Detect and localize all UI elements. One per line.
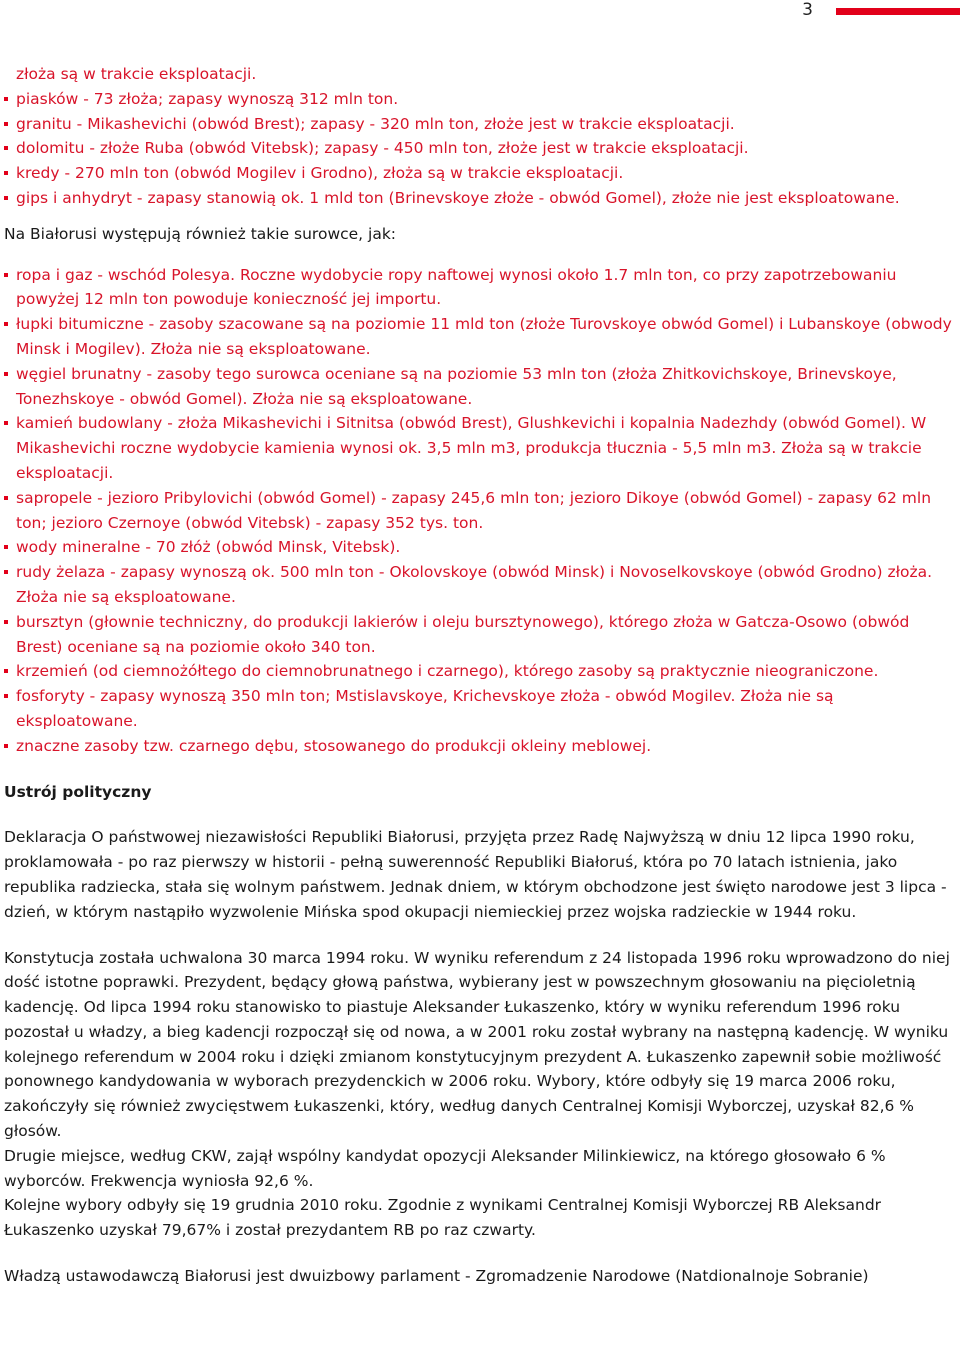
section-heading: Ustrój polityczny [4, 782, 152, 801]
list-item: kredy - 270 mln ton (obwód Mogilev i Grodno), złoża są w trakcie eksploatacji. [4, 161, 956, 186]
resources-intro: Na Białorusi występują również takie surowce, jak: [4, 224, 397, 243]
list-item: znaczne zasoby tzw. czarnego dębu, stosowanego do produkcji okleiny meblowej. [4, 734, 956, 759]
list-item: piasków - 73 złoża; zapasy wynoszą 312 mln ton. [4, 87, 956, 112]
list-item: sapropele - jezioro Pribylovichi (obwód Gomel) - zapasy 245,6 mln ton; jezioro Dikoye (obwód Gomel) - zapasy 62 mln ton; jezioro Czernoye (obwód Vitebsk) - zapasy 352 tys. ton. [4, 486, 956, 536]
paragraph-declaration: Deklaracja O państwowej niezawisłości Republiki Białorusi, przyjęta przez Radę Najwyższą w dniu 12 lipca 1990 roku, proklamowała - po raz pierwszy w historii - pełną suwerenność Republiki Białoruś, która po 70 latach istnienia, jako republika radziecka, stała się wolnym państwem. Jednak dniem, w którym obchodzone jest święto narodowe jest 3 lipca - dzień, w którym nastąpiło wyzwolenie Mińska spod okupacji niemieckiej przez wojska radzieckie w 1944 roku. [4, 828, 947, 921]
list-item: granitu - Mikashevichi (obwód Brest); zapasy - 320 mln ton, złoże jest w trakcie eksploatacji. [4, 112, 956, 137]
header-accent-bar [836, 8, 960, 15]
list-item: wody mineralne - 70 złóż (obwód Minsk, Vitebsk). [4, 535, 956, 560]
list-item: ropa i gaz - wschód Polesya. Roczne wydobycie ropy naftowej wynosi około 1.7 mln ton, co przy zapotrzebowaniu powyżej 12 mln ton powoduje konieczność jej importu. [4, 263, 956, 313]
list-item: krzemień (od ciemnożółtego do ciemnobrunatnego i czarnego), którego zasoby są praktycznie nieograniczone. [4, 659, 956, 684]
list-item: fosforyty - zapasy wynoszą 350 mln ton; Mstislavskoye, Krichevskoye złoża - obwód Mogilev. Złoża nie są eksploatowane. [4, 684, 956, 734]
paragraph-parliament: Władzą ustawodawczą Białorusi jest dwuizbowy parlament - Zgromadzenie Narodowe (Natdionalnoje Sobranie) [4, 1267, 869, 1286]
list-item: węgiel brunatny - zasoby tego surowca oceniane są na poziomie 53 mln ton (złoża Zhitkovichskoye, Brinevskoye, Tonezhskoye - obwód Gomel). Złoża nie są eksploatowane. [4, 362, 956, 412]
list-item: rudy żelaza - zapasy wynoszą ok. 500 mln ton - Okolovskoye (obwód Minsk) i Novoselkovskoye (obwód Grodno) złoża. Złoża nie są eksploatowane. [4, 560, 956, 610]
paragraph-2010-elections: Kolejne wybory odbyły się 19 grudnia 2010 roku. Zgodnie z wynikami Centralnej Komisji Wyborczej RB Aleksandr Łukaszenko uzyskał 79,67% i został prezydantem RB po raz czwarty. [4, 1196, 882, 1240]
list-item: kamień budowlany - złoża Mikashevichi i Sitnitsa (obwód Brest), Glushkevichi i kopalnia Nadezhdy (obwód Gomel). W Mikashevichi roczne wydobycie kamienia wynosi ok. 3,5 mln m3, produkcja tłucznia - 5,5 mln m3. Złoża są w trakcie eksploatacji. [4, 411, 956, 485]
page-number: 3 [802, 0, 813, 20]
list-item: gips i anhydryt - zapasy stanowią ok. 1 mld ton (Brinevskoye złoże - obwód Gomel), złoże nie jest eksploatowane. [4, 186, 956, 211]
paragraph-constitution: Konstytucja została uchwalona 30 marca 1994 roku. W wyniku referendum z 24 listopada 1996 roku wprowadzono do niej dość istotne poprawki. Prezydent, będący głową państwa, wybierany jest w powszechnym głosowaniu na pięcioletnią kadencję. Od lipca 1994 roku stanowisko to piastuje Aleksander Łukaszenko, który w wyniku referendum 1996 roku pozostał u władzy, a bieg kadencji rozpoczął się od nowa, a w 2001 roku został wybrany na następną kadencję. W wyniku kolejnego referendum w 2004 roku i dzięki zmianom konstytucyjnym prezydent A. Łukaszenko zapewnił sobie możliwość ponownego kandydowania w wyborach prezydenckich w 2006 roku. Wybory, które odbyły się 19 marca 2006 roku, zakończyły się również zwycięstwem Łukaszenki, który, według danych Centralnej Komisji Wyborczej, uzyskał 82,6 % głosów. [4, 948, 950, 1141]
list-item: dolomitu - złoże Ruba (obwód Vitebsk); zapasy - 450 mln ton, złoże jest w trakcie eksploatacji. [4, 136, 956, 161]
resources-list [4, 263, 956, 759]
list-item: bursztyn (głownie techniczny, do produkcji lakierów i oleju bursztynowego), którego złoża w Gatcza-Osowo (obwód Brest) oceniane są na poziomie około 340 ton. [4, 610, 956, 660]
document-body [4, 62, 956, 1289]
minerals-list [4, 62, 956, 211]
list-item-continuation: złoża są w trakcie eksploatacji. [16, 65, 257, 83]
list-item: łupki bitumiczne - zasoby szacowane są na poziomie 11 mld ton (złoże Turovskoye obwód Gomel) i Lubanskoye (obwody Minsk i Mogilev). Złoża nie są eksploatowane. [4, 312, 956, 362]
paragraph-second-place: Drugie miejsce, według CKW, zajął wspólny kandydat opozycji Aleksander Milinkiewicz, na którego głosowało 6 % wyborców. Frekwencja wyniosła 92,6 %. [4, 1146, 886, 1190]
